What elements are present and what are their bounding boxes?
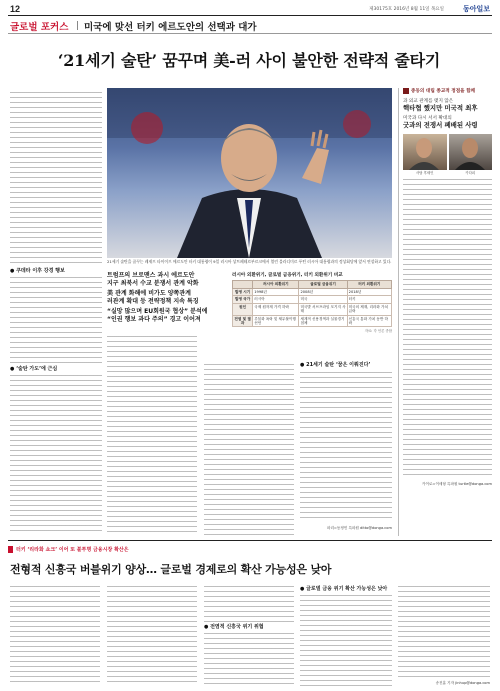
bottom-subhead-2: ● 글로벌 금융 위기 확산 가능성은 낮아	[300, 586, 388, 592]
byline-main: 파리=동정민 특파원 ditto@donga.com	[326, 526, 392, 530]
table-row-label: 발생 국가	[233, 296, 253, 303]
table-cell: 세계적 신용경색과 실물경기 침체	[299, 315, 347, 327]
comparison-table-box	[232, 272, 392, 358]
section-rule	[8, 33, 492, 34]
table-header-3: 터키 외환위기	[347, 281, 391, 289]
bottom-banner-text: 터키 ‘리라화 쇼크’ 이어 또 불투명 금융시장 확산은	[16, 546, 129, 553]
section-banner	[8, 19, 492, 31]
table-row	[233, 303, 392, 315]
sidebar	[398, 88, 492, 536]
table-cell: 러시아	[253, 296, 299, 303]
bottom-byline: 송진흡 기자 jinhup@donga.com	[435, 681, 490, 685]
portrait-right-illustration	[449, 134, 491, 170]
sidebar-subtitle: 미국과 다시 서서 확대의	[403, 116, 452, 121]
erdogan-photo	[107, 88, 392, 258]
page-number: 12	[10, 4, 21, 14]
bottom-banner	[8, 544, 492, 554]
subhead-c: ● 21세기 술탄 ‘꿈은 이뤄진다’	[300, 362, 371, 368]
portrait-right-image	[449, 134, 493, 170]
table-row	[233, 289, 392, 296]
sidebar-kicker: 과 외교 관계를 맺지 않은	[403, 99, 454, 104]
bottom-subhead-1: ● 전염적 신흥국 위기 위협	[204, 624, 264, 630]
sidebar-title-2: 굿과의 전쟁서 폐배된 사령	[403, 121, 478, 129]
pullquote-line-2: 지구 최북서 수교 분쟁서 관계 악화	[107, 280, 199, 287]
portrait-right-caption: 카다피	[465, 171, 476, 175]
pullquote-line-1: 트럼프의 브로맨스 과시 에르도안	[107, 272, 195, 279]
table-row-label: 원인	[233, 303, 253, 315]
sidebar-header-text: 중동의 대립 종교적 정점을 함께	[411, 89, 476, 94]
bottom-column-3b	[204, 633, 294, 686]
article-column-4	[300, 372, 392, 522]
pullquote-line-4: 러관계 확대 등 전략정책 지속 특징	[107, 298, 199, 305]
table-cell: 터키	[347, 296, 391, 303]
table-cell: 신흥국 통화 가치 동반 하락	[347, 315, 391, 327]
portrait-left	[403, 134, 447, 175]
table-cell: 2008년	[299, 289, 347, 296]
table-title: 러시아 외환위기, 글로벌 금융위기, 터키 외환위기 비교	[232, 273, 343, 278]
section-label: 글로벌 포커스	[10, 22, 69, 33]
bottom-column-2	[107, 586, 197, 686]
portrait-left-illustration	[403, 134, 445, 170]
bottom-column-4	[300, 595, 392, 686]
pullquote	[107, 272, 227, 332]
table-row-label: 전염 및 결과	[234, 316, 251, 326]
pullquote-line-5: “실망 많으며 EU회원국 협상” 분석에	[107, 308, 208, 315]
subhead-b: ● ‘술탄 가도’에 근심	[10, 366, 58, 372]
photo-caption: 21세기 술탄을 꿈꾸는 레제프 타이이프 에르도안 터키 대통령이 9일 러시아 상트페테르부르크에서 열린 블라디미르 푸틴 러시아 대통령과의 정상회담에 앞서 연설하고 있다.	[107, 259, 392, 264]
sidebar-title-1: 핵타협 했지만 미국적 최후	[403, 104, 478, 112]
article-column-3	[204, 364, 294, 536]
table-row-label: 발생 시기	[233, 289, 253, 296]
photo-illustration	[107, 88, 392, 258]
table-source: 자료: 각 언론 종합	[364, 329, 392, 334]
article-column-1	[10, 92, 102, 264]
table-cell: 국제 원자재 가격 하락	[253, 303, 299, 315]
table-header-2: 글로벌 금융위기	[299, 281, 347, 289]
bottom-rule	[8, 540, 492, 541]
section-divider	[77, 21, 78, 30]
table-header-0	[233, 281, 253, 289]
sidebar-body	[403, 179, 492, 479]
paper-name: 동아일보	[462, 5, 490, 13]
table-cell: 2018년	[347, 289, 391, 296]
bottom-headline: 전형적 신흥국 버블위기 양상… 글로벌 경제로의 확산 가능성은 낮아	[10, 563, 332, 576]
subhead-a: ● 쿠데타 이후 강경 행보	[10, 268, 65, 274]
table-cell: 1998년	[253, 289, 299, 296]
article-column-2	[107, 336, 197, 536]
sidebar-photos	[403, 134, 492, 175]
bottom-column-1	[10, 586, 100, 686]
masthead	[8, 4, 492, 14]
portrait-right	[449, 134, 493, 175]
comparison-table	[232, 280, 392, 327]
portrait-left-image	[403, 134, 447, 170]
table-cell: 미국	[299, 296, 347, 303]
table-cell: 미국의 제재, 리라화 가치 급락	[347, 303, 391, 315]
table-header-1: 러시아 외환위기	[253, 281, 299, 289]
article-column-1c	[10, 375, 102, 535]
sidebar-marker-icon	[403, 88, 409, 94]
pullquote-line-3: 美 관계 화해에 비가도 양쪽관계	[107, 290, 191, 297]
bottom-banner-marker	[8, 546, 13, 553]
bottom-column-5	[398, 586, 490, 678]
table-row	[233, 315, 392, 327]
article-column-1b	[10, 277, 102, 363]
section-subtitle: 미국에 맞선 터키 에르도안의 선택과 대가	[84, 22, 257, 33]
masthead-rule	[8, 15, 492, 16]
pullquote-line-6: “인권 행보 과다 주의” 경고 이어져	[107, 316, 201, 323]
table-cell: 루블화 폭락 및 채무불이행 선언	[253, 315, 299, 327]
sidebar-header	[403, 88, 492, 94]
issue-info: 제30175호 2016년 8월 11일 목요일	[369, 7, 444, 12]
portrait-left-caption: 사담 후세인	[416, 171, 434, 175]
byline-sidebar: 카이로=이세형 특파원 turtle@donga.com	[422, 482, 492, 486]
bottom-column-3	[204, 586, 294, 622]
table-row	[233, 296, 392, 303]
headline: ‘21세기 술탄’ 꿈꾸며 美-러 사이 불안한 전략적 줄타기	[57, 51, 441, 70]
table-cell: 미국발 서브프라임 모기지 사태	[300, 304, 346, 314]
